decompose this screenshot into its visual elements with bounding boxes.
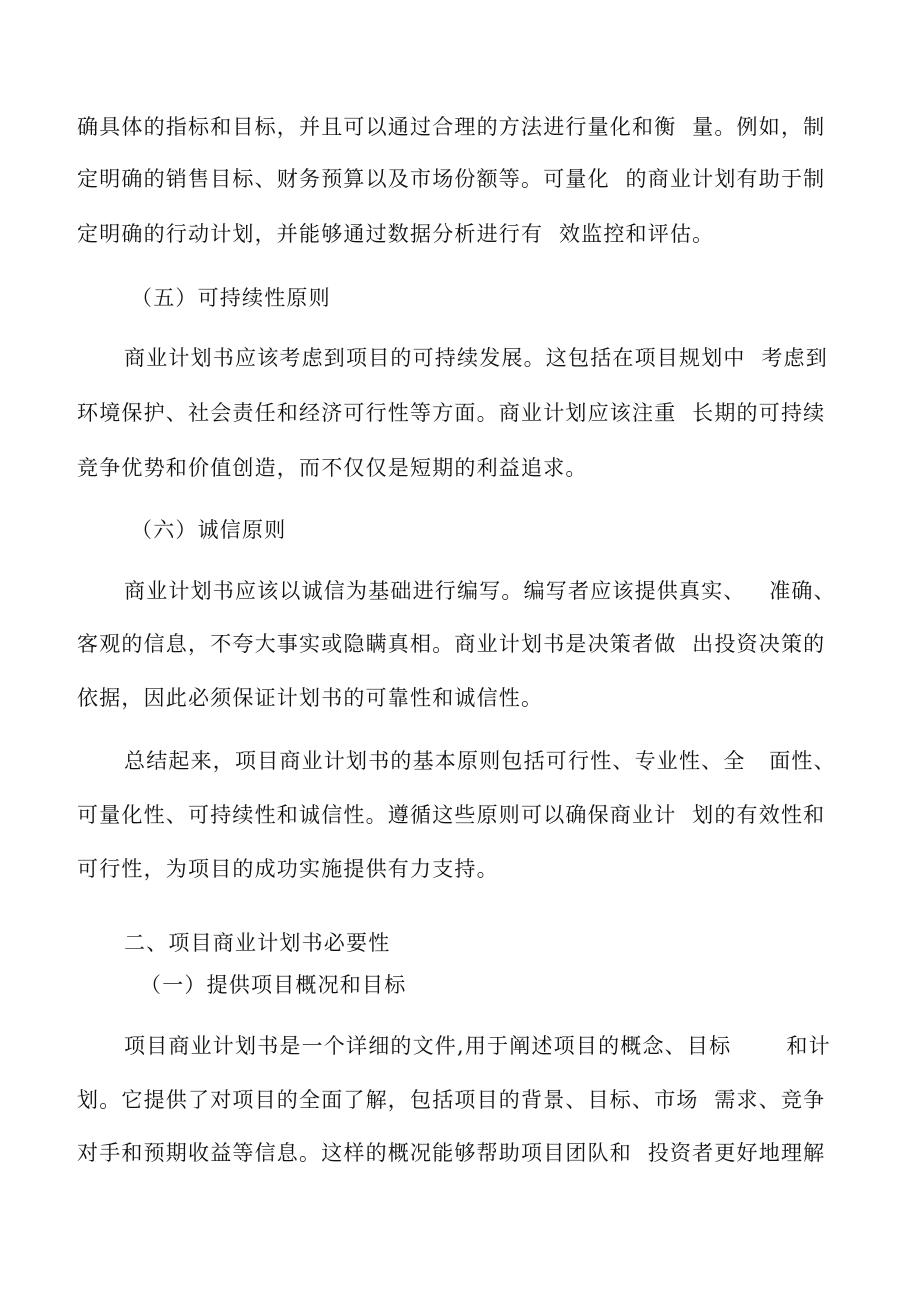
paragraph-line: 竞争优势和价值创造，而不仅仅是短期的利益追求。 (77, 456, 588, 480)
paragraph-line: 商业计划书应该以诚信为基础进行编写。编写者应该提供真实、 准确、 (124, 579, 836, 603)
section-heading-2: 二、项目商业计划书必要性 (124, 931, 391, 955)
paragraph-line: 可量化性、可持续性和诚信性。遵循这些原则可以确保商业计 划的有效性和 (77, 803, 826, 827)
paragraph-line: 划。它提供了对项目的全面了解，包括项目的背景、目标、市场 需求、竞争 (77, 1088, 826, 1112)
paragraph-line: 客观的信息，不夸大事实或隐瞒真相。商业计划书是决策者做 出投资决策的 (77, 632, 826, 656)
paragraph-line: 对手和预期收益等信息。这样的概况能够帮助项目团队和 投资者更好地理解 (77, 1141, 826, 1165)
paragraph-line: 商业计划书应该考虑到项目的可持续发展。这包括在项目规划中 考虑到 (124, 346, 828, 370)
paragraph-line: 确具体的指标和目标，并且可以通过合理的方法进行量化和衡 量。例如，制 (77, 115, 826, 139)
paragraph-line: 依据，因此必须保证计划书的可靠性和诚信性。 (77, 686, 544, 710)
paragraph-line: 总结起来，项目商业计划书的基本原则包括可行性、专业性、全 面性、 (124, 749, 836, 773)
paragraph-line: 环境保护、社会责任和经济可行性等方面。商业计划应该注重 长期的可持续 (77, 401, 826, 425)
paragraph-line: 项目商业计划书是一个详细的文件,用于阐述项目的概念、目标 和计 (124, 1034, 831, 1058)
section-heading-6: （六）诚信原则 (131, 518, 287, 542)
paragraph-line: 定明确的行动计划，并能够通过数据分析进行有 效监控和评估。 (77, 222, 715, 246)
paragraph-line: 定明确的销售目标、财务预算以及市场份额等。可量化 的商业计划有助于制 (77, 167, 826, 191)
subsection-heading-1: （一）提供项目概况和目标 (140, 973, 407, 997)
section-heading-5: （五）可持续性原则 (131, 286, 331, 310)
paragraph-line: 可行性，为项目的成功实施提供有力支持。 (77, 857, 499, 881)
